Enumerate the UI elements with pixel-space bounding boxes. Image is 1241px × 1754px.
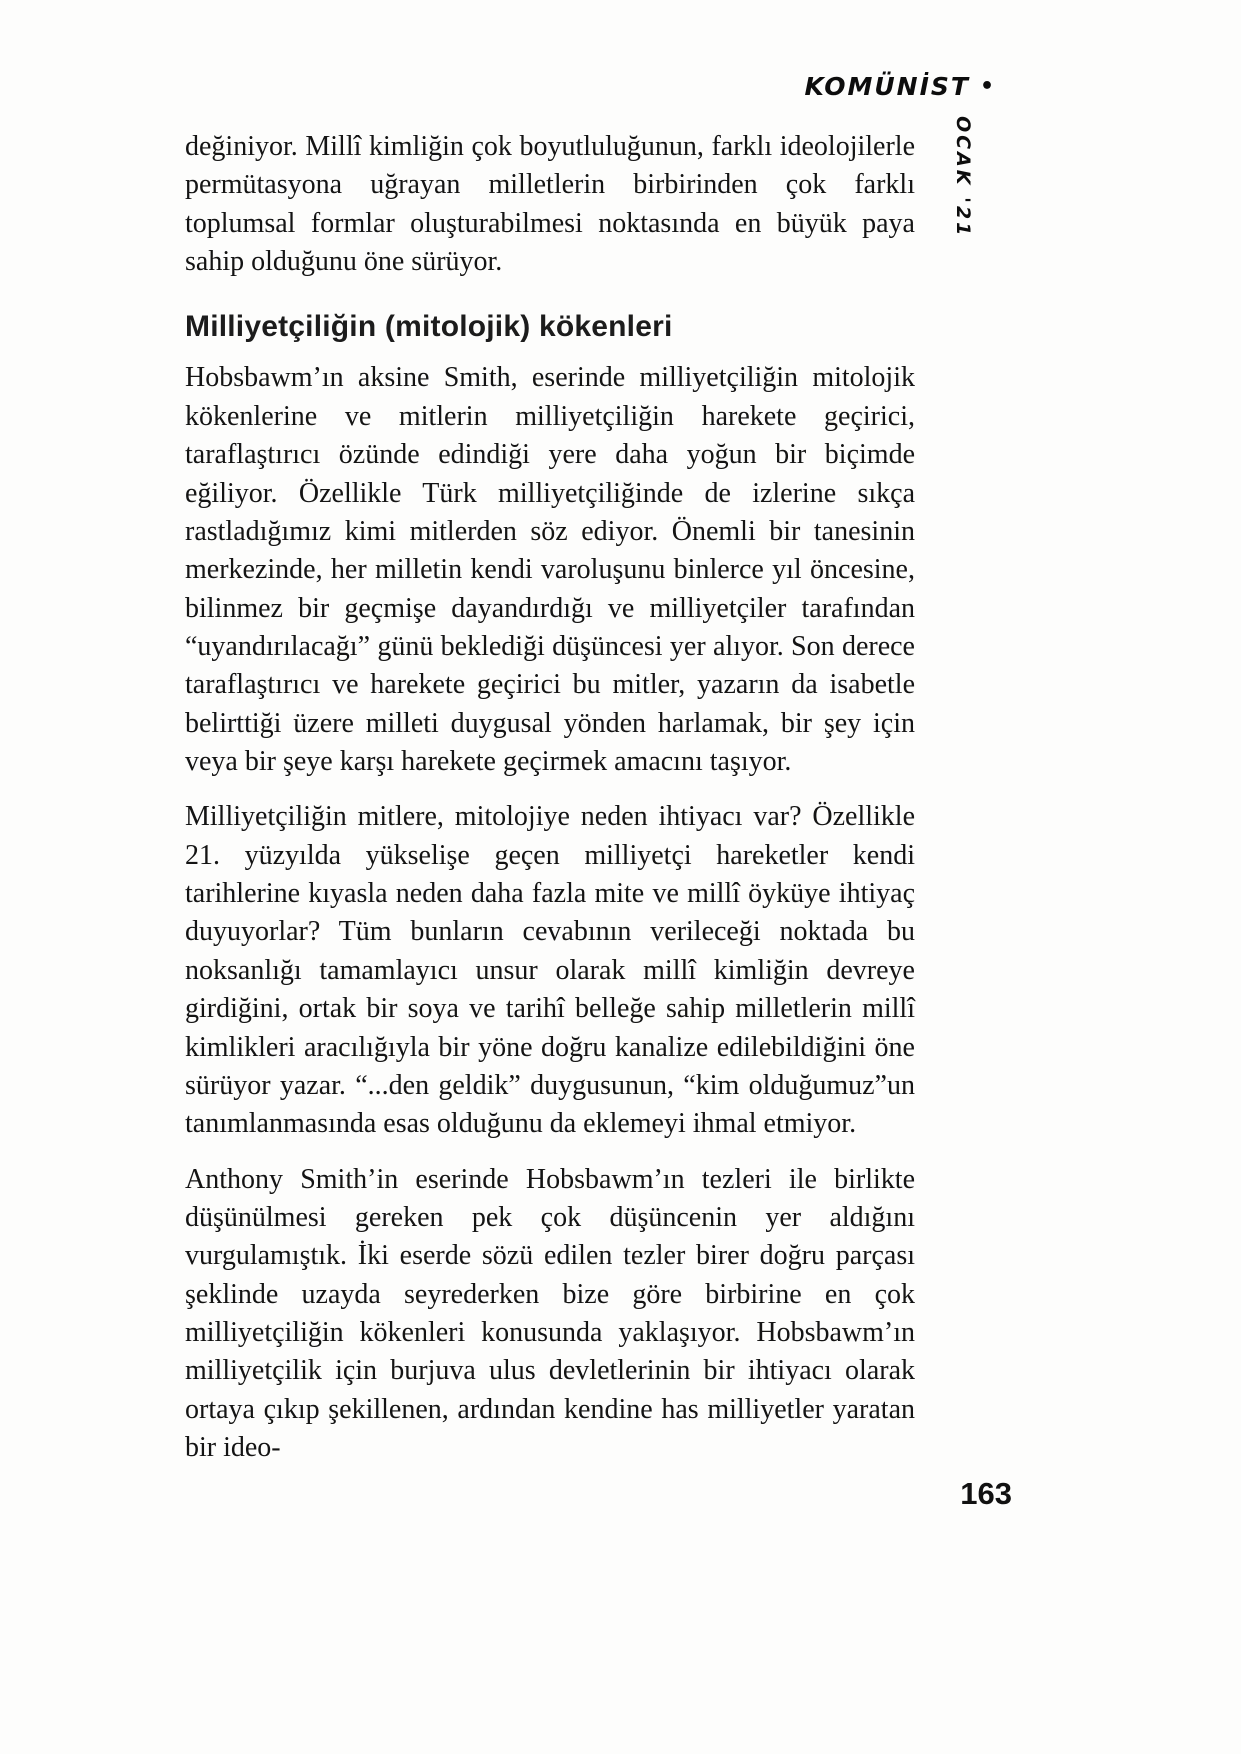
paragraph: Anthony Smith’in eserinde Hobsbawm’ın tezleri ile birlikte düşünülmesi gereken pek çok düşüncenin yer aldığını vurgulamıştık. İki eserde sözü edilen tezler birer doğru parçası şeklinde uzayda seyrederken bize göre birbirine en çok milliyetçiliğin kökenleri konusunda yaklaşıyor. Hobsbawm’ın milliyetçilik için burjuva ulus devletlerinin bir ihtiyacı olarak ortaya çıkıp şekillenen, ardından kendine has milliyetler yaratan bir ideo- bbox=[185, 1163, 915, 1464]
paragraph-intro: değiniyor. Millî kimliğin çok boyutluluğunun, farklı ideolojilerle permütasyona uğrayan milletlerin birbirinden çok farklı toplumsal formlar oluşturabilmesi noktasında en büyük paya sahip olduğunu öne sürüyor. bbox=[185, 131, 915, 278]
magazine-title: KOMÜNİST bbox=[804, 72, 970, 101]
header-bullet-icon: • bbox=[979, 74, 996, 99]
section-heading: Milliyetçiliğin (mitolojik) kökenleri bbox=[185, 310, 673, 344]
page-number: 163 bbox=[960, 1476, 1012, 1511]
paragraph: Hobsbawm’ın aksine Smith, eserinde milliyetçiliğin mitolojik kökenlerine ve mitlerin milliyetçiliğin harekete geçirici, taraflaştırıcı özünde edindiği yere daha yoğun bir biçimde eğiliyor. Özellikle Türk milliyetçiliğinde de izlerine sıkça rastladığımız kimi mitlerden söz ediyor. Önemli bir tanesinin merkezinde, her milletin kendi varoluşunu binlerce yıl öncesine, bilinmez bir geçmişe dayandırdığı ve milliyetçiler tarafından “uyandırılacağı” günü beklediği düşüncesi yer alıyor. Son derece taraflaştırıcı ve harekete geçirici bu mitler, yazarın da isabetle belirttiği üzere milleti duygusal yönden harlamak, bir şey için veya bir şeye karşı harekete geçirmek amacını taşıyor. bbox=[185, 362, 915, 778]
issue-date-label: OCAK '21 bbox=[952, 116, 974, 239]
page-header bbox=[0, 72, 996, 101]
article-body bbox=[185, 128, 915, 1485]
paragraph: Milliyetçiliğin mitlere, mitolojiye neden ihtiyacı var? Özellikle 21. yüzyılda yükselişe geçen milliyetçi hareketler kendi tarihlerine kıyasla neden daha fazla mite ve millî öyküye ihtiyaç duyuyorlar? Tüm bunların cevabının verileceği noktada bu noksanlığı tamamlayıcı unsur olarak millî kimliğin devreye girdiğini, ortak bir soya ve tarihî belleğe sahip milletlerin millî kimlikleri aracılığıyla bir yöne doğru kanalize edilebildiğini öne sürüyor yazar. “...den geldik” duygusunun, “kim olduğumuz”un tanımlanmasında esas olduğunu da eklemeyi ihmal etmiyor. bbox=[185, 801, 915, 1140]
